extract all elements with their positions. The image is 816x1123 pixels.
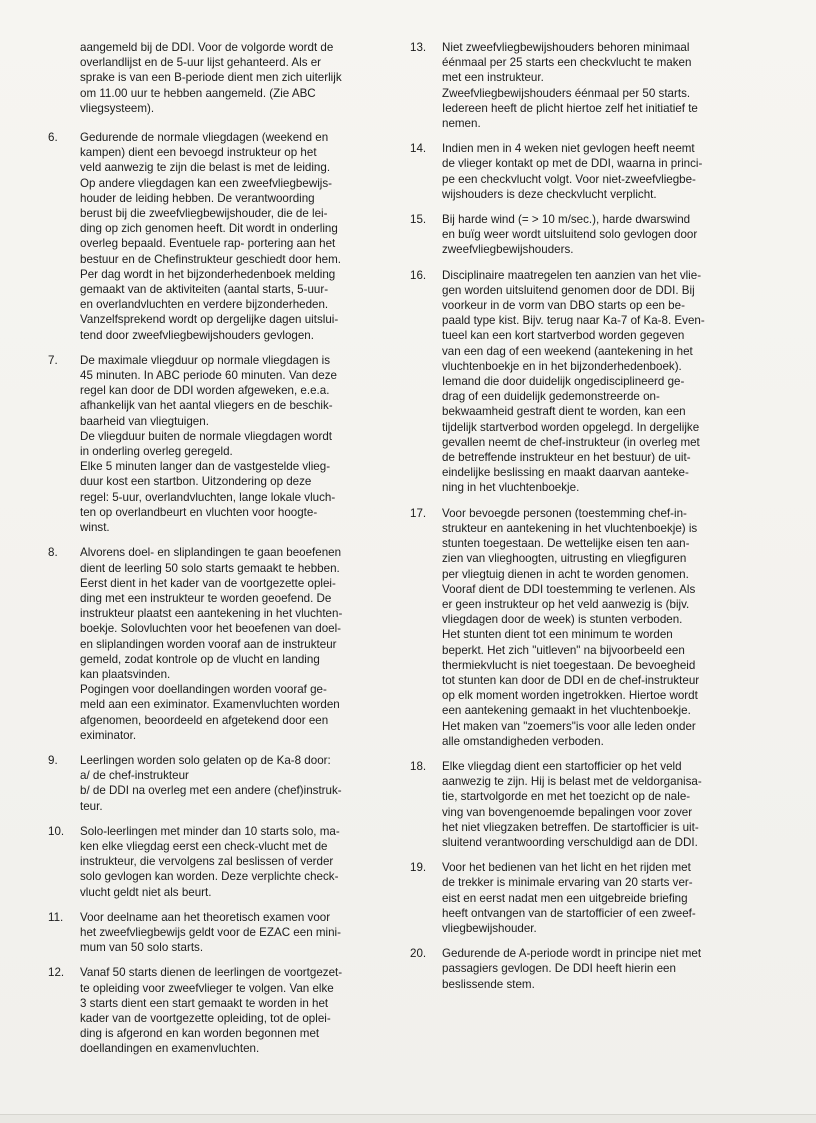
text-line: Gedurende de normale vliegdagen (weekend en — [80, 131, 329, 145]
text-line: tot stunten kan door de DDI en de chef-instrukteur — [442, 673, 700, 687]
text-line: gen worden uitsluitend genomen door de DDI. Bij — [442, 283, 695, 297]
text-line: Gedurende de A-periode wordt in principe niet met — [442, 947, 702, 961]
item-number: 12. — [48, 966, 65, 980]
item-text — [80, 753, 370, 814]
text-line: vliegbewijshouder. — [442, 921, 537, 935]
text-line: Iemand die door duidelijk ongedisciplineerd ge- — [442, 375, 685, 389]
item-text — [442, 860, 742, 936]
numbered-item — [48, 910, 370, 956]
item-text — [80, 130, 370, 343]
numbered-item — [410, 40, 742, 131]
text-line: het niet vliegzaken betreffen. De startofficier is uit- — [442, 820, 699, 834]
text-line: tueel kan een kort startverbod worden gegeven — [442, 329, 685, 343]
text-line: stunten toegestaan. De wettelijke eisen ten aan- — [442, 537, 690, 551]
item-text — [442, 268, 742, 496]
text-line: en buïg weer wordt uitsluitend solo gevlogen door — [442, 228, 698, 242]
text-line: Elke 5 minuten langer dan de vastgestelde vlieg- — [80, 460, 331, 474]
text-line: duur kost een startbon. Uitzondering op deze — [80, 475, 312, 489]
text-line: éénmaal per 25 starts een checkvlucht te maken — [442, 56, 692, 70]
continuation-paragraph — [48, 40, 370, 116]
numbered-item — [48, 545, 370, 743]
text-line: bekwaamheid gestraft dient te worden, kan een — [442, 405, 686, 419]
text-line: b/ de DDI na overleg met een andere (chef)instruk- — [80, 784, 342, 798]
numbered-item — [48, 130, 370, 343]
item-number: 17. — [410, 506, 427, 520]
text-line: boekje. Solovluchten voor het beoefenen van doel- — [80, 622, 342, 636]
text-line: ding is afgerond en kan worden begonnen met — [80, 1027, 320, 1041]
text-line: instrukteur plaatst een aantekening in het vluchten- — [80, 607, 343, 621]
text-line: van een dag of een weekend (aantekening in het — [442, 344, 693, 358]
text-line: vlucht geldt niet als beurt. — [80, 885, 212, 899]
text-line: beperkt. Het zich "uitleven" na bijvoorbeeld een — [442, 643, 685, 657]
item-number: 15. — [410, 213, 427, 227]
text-line: aanwezig te zijn. Hij is belast met de veldorganisa- — [442, 775, 702, 789]
text-line: thermiekvlucht is niet toegestaan. De bevoegheid — [442, 658, 696, 672]
text-line: passagiers gevlogen. De DDI heeft hierin een — [442, 962, 676, 976]
item-text — [80, 910, 370, 956]
item-number: 16. — [410, 268, 427, 282]
text-line: Elke vliegdag dient een startofficier op het veld — [442, 759, 682, 773]
text-line: bestuur en de Chefinstrukteur geschiedt door hem. — [80, 252, 342, 266]
text-line: Voor het bedienen van het licht en het rijden met — [442, 861, 691, 875]
item-number: 7. — [48, 353, 58, 367]
text-line: Bij harde wind (= > 10 m/sec.), harde dwarswind — [442, 213, 691, 227]
text-line: Indien men in 4 weken niet gevlogen heeft neemt — [442, 142, 695, 156]
text-line: afhankelijk van het aantal vliegers en de beschik- — [80, 399, 333, 413]
text-line: de trekker is minimale ervaring van 20 starts ver- — [442, 876, 693, 890]
text-line: Zweefvliegbewijshouders éénmaal per 50 starts. — [442, 86, 691, 100]
text-line: tijdelijk startverbod worden opgelegd. In dergelijke — [442, 420, 700, 434]
item-number: 8. — [48, 546, 58, 560]
item-number: 19. — [410, 861, 427, 875]
text-line: houder de leiding hebben. De verantwoording — [80, 191, 315, 205]
text-line: kampen) dient een bevoegd instrukteur op het — [80, 146, 317, 160]
text-line: om 11.00 uur te hebben aangemeld. (Zie ABC — [80, 86, 316, 100]
text-line: Alvorens doel- en sliplandingen te gaan beoefenen — [80, 546, 342, 560]
item-text — [80, 545, 370, 743]
text-line: veld aanwezig te zijn die belast is met de leiding. — [80, 161, 331, 175]
text-line: op elk moment worden ingetrokken. Hiertoe wordt — [442, 689, 698, 703]
text-line: strukteur en aantekening in het vluchtenboekje) is — [442, 521, 698, 535]
text-line: overleg bepaald. Eventuele rap- portering aan het — [80, 237, 336, 251]
item-text — [80, 824, 370, 900]
text-line: een aantekening gemaakt in het vluchtenboekje. — [442, 704, 691, 718]
text-line: regel: 5-uur, overlandvluchten, lange lokale vluch- — [80, 490, 336, 504]
text-line: Disciplinaire maatregelen ten aanzien van het vlie- — [442, 268, 702, 282]
text-line: instrukteur, die vervolgens zal beslissen of verder — [80, 855, 334, 869]
text-line: de vlieger kontakt op met de DDI, waarna in princi- — [442, 157, 703, 171]
numbered-item — [410, 759, 742, 850]
text-line: meld aan een eximinator. Examenvluchten worden — [80, 698, 340, 712]
text-line: gemaakt van de aktiviteiten (aantal starts, 5-uur- — [80, 283, 329, 297]
text-line: sprake is van een B-periode dient men zich uiterlijk — [80, 71, 342, 85]
text-line: te opleiding voor zweefvlieger te volgen. Van elke — [80, 981, 334, 995]
item-text — [442, 506, 742, 749]
text-line: kan plaatsvinden. — [80, 667, 171, 681]
right-column — [410, 40, 742, 1002]
text-line: ving van bovengenoemde bepalingen voor zover — [442, 805, 693, 819]
item-text — [80, 353, 370, 535]
text-line: Iedereen heeft de plicht hiertoe zelf het initiatief te — [442, 101, 698, 115]
text-line: drag of een duidelijk gedemonstreerde on- — [442, 390, 660, 404]
text-line: teur. — [80, 799, 103, 813]
text-line: tend door zweefvliegbewijshouders gevlogen. — [80, 328, 314, 342]
text-line: Vanzelfsprekend wordt op dergelijke dagen uitslui- — [80, 313, 339, 327]
text-line: gemeld, zodat kontrole op de vlucht en landing — [80, 652, 320, 666]
text-line: en overlandvluchten en verdere bijzonderheden. — [80, 298, 329, 312]
numbered-item — [48, 824, 370, 900]
text-line: afgenomen, beoordeeld en afgetekend door een — [80, 713, 329, 727]
item-number: 20. — [410, 947, 427, 961]
text-line: Voor bevoegde personen (toestemming chef-in- — [442, 506, 687, 520]
item-number: 10. — [48, 824, 65, 838]
text-line: de betreffende instrukteur en het bestuur) de uit- — [442, 451, 691, 465]
text-line: Voor deelname aan het theoretisch examen voor — [80, 910, 331, 924]
text-line: Leerlingen worden solo gelaten op de Ka-8 door: — [80, 753, 331, 767]
text-line: doellandingen en examenvluchten. — [80, 1042, 260, 1056]
text-line: ken elke vliegdag eerst een check-vlucht met de — [80, 839, 328, 853]
text-line: gevallen neemt de chef-instrukteur (in overleg met — [442, 435, 700, 449]
text-line: per vliegtuig dienen in acht te worden genomen. — [442, 567, 689, 581]
text-line: ding op zich genomen heeft. Dit wordt in onderling — [80, 222, 338, 236]
item-text — [442, 212, 742, 258]
text-line: berust bij die zweefvliegbewijshouder, die de lei- — [80, 207, 328, 221]
item-text — [442, 759, 742, 850]
text-line: eximinator. — [80, 728, 137, 742]
text-line: mum van 50 solo starts. — [80, 941, 204, 955]
text-line: zweefvliegbewijshouders. — [442, 243, 574, 257]
text-line: aangemeld bij de DDI. Voor de volgorde wordt de — [80, 41, 334, 54]
item-number: 11. — [48, 910, 64, 924]
item-text — [442, 40, 742, 131]
text-line: Het stunten dient tot een minimum te worden — [442, 628, 673, 642]
item-number: 6. — [48, 131, 58, 145]
numbered-item — [48, 965, 370, 1056]
text-line: eist en eerst nadat men een uitgebreide briefing — [442, 891, 688, 905]
numbered-item — [410, 141, 742, 202]
item-number: 9. — [48, 753, 58, 767]
text-line: overlandlijst en de 5-uur lijst gehanteerd. Als er — [80, 56, 322, 70]
text-line: ten op overlandbeurt en vluchten voor hoogte- — [80, 505, 318, 519]
numbered-item — [410, 268, 742, 496]
item-number: 18. — [410, 759, 427, 773]
text-line: ning in het vluchtenboekje. — [442, 481, 580, 495]
text-line: kader van de voortgezette opleiding, tot de oplei- — [80, 1011, 331, 1025]
text-line: heeft ontvangen van de startofficier of een zweef- — [442, 906, 696, 920]
text-line: pe een checkvlucht volgt. Voor niet-zweefvliegbe- — [442, 172, 696, 186]
item-text — [442, 946, 742, 992]
numbered-item — [410, 860, 742, 936]
text-line: nemen. — [442, 117, 481, 131]
text-line: baarheid van vliegtuigen. — [80, 414, 209, 428]
text-line: voorkeur in de vorm van DBO starts op een be- — [442, 299, 685, 313]
text-line: in onderling overleg geregeld. — [80, 445, 233, 459]
text-line: solo gevlogen kan worden. Deze verplichte check- — [80, 870, 339, 884]
numbered-item — [48, 353, 370, 535]
text-line: Eerst dient in het kader van de voortgezette oplei- — [80, 576, 336, 590]
text-line: sluitend verantwoording verschuldigd aan de DDI. — [442, 835, 698, 849]
text-line: het zweefvliegbewijs geldt voor de EZAC een mini- — [80, 925, 341, 939]
text-line: met een instrukteur. — [442, 71, 544, 85]
numbered-item — [410, 212, 742, 258]
text-line: zien van vlieghoogten, uitrusting en vliegfiguren — [442, 552, 687, 566]
numbered-item — [410, 506, 742, 749]
text-line: alle omstandigheden verboden. — [442, 734, 604, 748]
text-line: Pogingen voor doellandingen worden vooraf ge- — [80, 683, 327, 697]
text-line: Per dag wordt in het bijzonderhedenboek melding — [80, 267, 336, 281]
text-line: winst. — [80, 521, 110, 535]
text-line: dient de leerling 50 solo starts gemaakt te hebben. — [80, 561, 340, 575]
item-text — [80, 965, 370, 1056]
text-line: a/ de chef-instrukteur — [80, 769, 189, 783]
text-line: Het maken van "zoemers"is voor alle leden onder — [442, 719, 696, 733]
text-line: De vliegduur buiten de normale vliegdagen wordt — [80, 429, 332, 443]
numbered-item — [48, 753, 370, 814]
text-line: De maximale vliegduur op normale vliegdagen is — [80, 353, 331, 367]
text-line: en sliplandingen worden vooraf aan de instrukteur — [80, 637, 337, 651]
text-line: wijshouders is deze checkvlucht verplicht. — [442, 187, 657, 201]
text-line: er geen instrukteur op het veld aanwezig is (bijv. — [442, 597, 690, 611]
left-column — [48, 40, 370, 1067]
text-line: vliegsysteem). — [80, 101, 155, 115]
paper-bottom-edge — [0, 1114, 816, 1123]
text-line: regel kan door de DDI worden afgeweken, e.e.a. — [80, 384, 330, 398]
text-line: 3 starts dient een start gemaakt te worden in het — [80, 996, 329, 1010]
text-line: paald type kist. Bijv. terug naar Ka-7 of Ka-8. Even- — [442, 314, 705, 328]
text-line: beslissende stem. — [442, 977, 535, 991]
item-text — [442, 141, 742, 202]
text-line: Niet zweefvliegbewijshouders behoren minimaal — [442, 41, 690, 54]
text-line: Solo-leerlingen met minder dan 10 starts solo, ma- — [80, 824, 340, 838]
text-line: tie, startvolgorde en met het toezicht op de nale- — [442, 790, 691, 804]
text-line: 45 minuten. In ABC periode 60 minuten. Van deze — [80, 369, 337, 383]
text-line: Op andere vliegdagen kan een zweefvliegbewijs- — [80, 176, 332, 190]
text-line: ding met een instrukteur te worden geoefend. De — [80, 591, 332, 605]
numbered-item — [410, 946, 742, 992]
text-line: eindelijke beslissing en maakt daarvan aanteke- — [442, 466, 689, 480]
text-line: vluchtenboekje en in het bijzonderhedenboek). — [442, 359, 682, 373]
item-number: 14. — [410, 142, 427, 156]
text-line: Vanaf 50 starts dienen de leerlingen de voortgezet- — [80, 966, 343, 980]
item-number: 13. — [410, 41, 427, 54]
text-line: vliegdagen door de week) is stunten verboden. — [442, 613, 683, 627]
text-line: Vooraf dient de DDI toestemming te verlenen. Als — [442, 582, 696, 596]
